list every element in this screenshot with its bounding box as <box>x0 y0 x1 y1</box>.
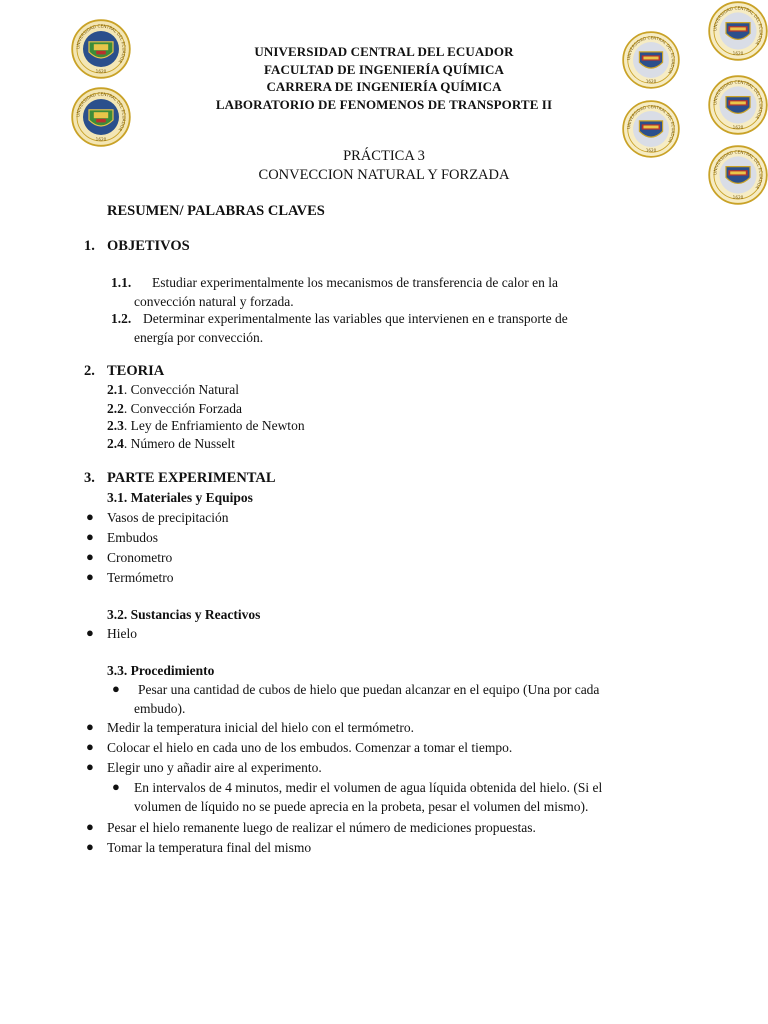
practice-number: PRÁCTICA 3 <box>343 148 425 164</box>
objetivo-2-line2: energía por convección. <box>134 330 264 345</box>
svg-text:UNIVERSIDAD CENTRAL DEL ECUADO: UNIVERSIDAD CENTRAL DEL ECUADOR <box>75 91 127 133</box>
bullet-icon: ● <box>86 625 94 640</box>
bullet-icon: ● <box>86 719 94 734</box>
bullet-icon: ● <box>86 819 94 834</box>
teoria-item: 2.1. Convección Natural <box>107 382 239 397</box>
svg-text:1620: 1620 <box>645 79 657 85</box>
bullet-icon: ● <box>112 779 120 794</box>
bullet-icon: ● <box>86 839 94 854</box>
procedimiento-step-3: Colocar el hielo en cada uno de los embudos. Comenzar a tomar el tiempo. <box>107 740 513 755</box>
bullet-icon: ● <box>86 569 94 584</box>
procedimiento-step-7: Tomar la temperatura final del mismo <box>107 840 312 855</box>
objetivo-2-line1: Determinar experimentalmente las variables que intervienen en e transporte de <box>143 311 568 326</box>
svg-text:1620: 1620 <box>95 69 107 74</box>
procedimiento-step-5-line2: volumen de líquido no se puede aprecia en la probeta, pesar el volumen del mismo). <box>134 799 589 814</box>
bullet-icon: ● <box>86 549 94 564</box>
svg-text:1620: 1620 <box>732 125 744 130</box>
section-3-number: 3. <box>84 470 95 486</box>
svg-text:UNIVERSIDAD CENTRAL DEL ECUADO: UNIVERSIDAD CENTRAL DEL ECUADOR <box>712 5 764 47</box>
bullet-icon: ● <box>86 509 94 524</box>
list-item: Hielo <box>107 626 137 641</box>
header-faculty: FACULTAD DE INGENIERÍA QUÍMICA <box>263 62 505 77</box>
practice-title: CONVECCION NATURAL Y FORZADA <box>258 167 510 183</box>
teoria-heading: TEORIA <box>107 363 165 379</box>
svg-text:1620: 1620 <box>732 51 744 57</box>
objetivo-2-number: 1.2. <box>111 311 132 326</box>
procedimiento-heading: 3.3. Procedimiento <box>107 663 215 678</box>
bullet-icon: ● <box>86 529 94 544</box>
teoria-item: 2.4. Número de Nusselt <box>107 436 235 451</box>
list-item: Cronometro <box>107 550 173 565</box>
procedimiento-step-5-line1: En intervalos de 4 minutos, medir el volumen de agua líquida obtenida del hielo. (Si el <box>134 780 603 795</box>
list-item: Embudos <box>107 530 159 545</box>
resumen-heading: RESUMEN/ PALABRAS CLAVES <box>107 203 325 219</box>
bullet-icon: ● <box>112 681 120 696</box>
svg-text:1620: 1620 <box>645 148 657 154</box>
section-2-number: 2. <box>84 363 95 379</box>
sustancias-heading: 3.2. Sustancias y Reactivos <box>107 607 261 622</box>
procedimiento-step-2: Medir la temperatura inicial del hielo con el termómetro. <box>107 720 415 735</box>
teoria-item: 2.2. Convección Forzada <box>107 401 242 416</box>
procedimiento-step-4: Elegir uno y añadir aire al experimento. <box>107 760 322 775</box>
svg-text:UNIVERSIDAD CENTRAL DEL ECUADO: UNIVERSIDAD CENTRAL DEL ECUADOR <box>626 35 676 75</box>
svg-text:UNIVERSIDAD CENTRAL DEL ECUADO: UNIVERSIDAD CENTRAL DEL ECUADOR <box>75 23 127 65</box>
bullet-icon: ● <box>86 759 94 774</box>
section-1-number: 1. <box>84 238 95 254</box>
header-university: UNIVERSIDAD CENTRAL DEL ECUADOR <box>254 44 514 59</box>
procedimiento-step-6: Pesar el hielo remanente luego de realizar el número de mediciones propuestas. <box>107 820 536 835</box>
svg-text:UNIVERSIDAD CENTRAL DEL ECUADO: UNIVERSIDAD CENTRAL DEL ECUADOR <box>712 149 764 191</box>
procedimiento-step-1-line1: Pesar una cantidad de cubos de hielo que puedan alcanzar en el equipo (Una por cada <box>138 682 600 697</box>
teoria-item: 2.3. Ley de Enfriamiento de Newton <box>107 418 305 433</box>
procedimiento-step-1-line2: embudo). <box>134 701 186 716</box>
header-career: CARRERA DE INGENIERÍA QUÍMICA <box>266 79 502 94</box>
bullet-icon: ● <box>86 739 94 754</box>
materiales-heading: 3.1. Materiales y Equipos <box>107 490 253 505</box>
list-item: Termómetro <box>107 570 174 585</box>
objetivo-1-number: 1.1. <box>111 275 132 290</box>
objetivo-1-line2: convección natural y forzada. <box>134 294 294 309</box>
svg-text:UNIVERSIDAD CENTRAL DEL ECUADO: UNIVERSIDAD CENTRAL DEL ECUADOR <box>626 104 676 144</box>
svg-text:UNIVERSIDAD CENTRAL DEL ECUADO: UNIVERSIDAD CENTRAL DEL ECUADOR <box>712 79 764 121</box>
svg-text:1620: 1620 <box>732 195 744 200</box>
objetivo-1-line1: Estudiar experimentalmente los mecanismos de transferencia de calor en la <box>152 275 558 290</box>
list-item: Vasos de precipitación <box>107 510 229 525</box>
svg-text:1620: 1620 <box>95 137 107 142</box>
parte-experimental-heading: PARTE EXPERIMENTAL <box>107 470 276 486</box>
university-seal-left-bottom <box>69 87 133 147</box>
objetivos-heading: OBJETIVOS <box>107 238 190 254</box>
header-laboratory: LABORATORIO DE FENOMENOS DE TRANSPORTE II <box>215 97 553 112</box>
